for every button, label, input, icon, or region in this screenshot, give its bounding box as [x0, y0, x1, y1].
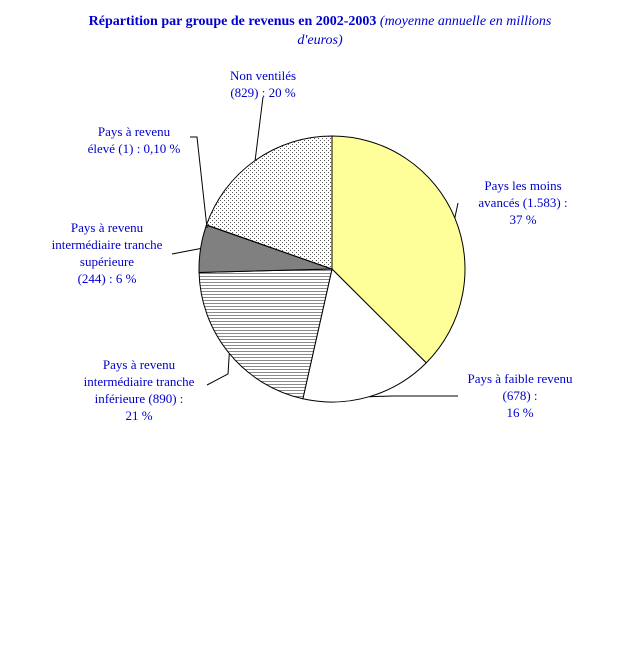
slice-label-line: intermédiaire tranche	[83, 374, 195, 389]
slice-label-non-ventiles	[208, 67, 318, 101]
slice-label-line: inférieure (890) :	[94, 391, 184, 406]
slice-label-revenu-eleve	[74, 123, 194, 157]
leader-line-6	[255, 97, 263, 161]
slice-label-line: Non ventilés	[229, 68, 297, 83]
slice-label-line: Pays à revenu	[70, 220, 144, 235]
leader-line-3	[207, 354, 229, 386]
slice-label-line: (829) : 20 %	[230, 85, 296, 100]
slice-label-line: Pays à revenu	[102, 357, 176, 372]
slice-label-line: (244) : 6 %	[77, 271, 137, 286]
leader-line-2	[369, 396, 458, 397]
chart-subtitle-line-1: (moyenne annuelle en millions	[379, 14, 552, 29]
leader-line-4	[172, 249, 201, 255]
slice-label-pays-faible-revenu	[455, 370, 585, 421]
slice-label-line: élevé (1) : 0,10 %	[87, 141, 181, 156]
slice-label-line: Pays les moins	[484, 178, 562, 193]
leader-line-1	[455, 203, 458, 218]
slice-label-intermediaire-inferieure	[74, 356, 204, 424]
slice-label-line: 21 %	[125, 408, 153, 423]
slice-label-line: (678) :	[502, 388, 538, 403]
slice-label-line: 16 %	[506, 405, 534, 420]
slice-label-line: supérieure	[79, 254, 135, 269]
slice-label-intermediaire-superieure	[42, 219, 172, 287]
slice-label-line: 37 %	[509, 212, 537, 227]
slice-label-line: intermédiaire tranche	[51, 237, 163, 252]
chart-subtitle-line-2: d'euros)	[297, 33, 343, 48]
slice-label-pays-moins-avances	[463, 177, 583, 228]
slice-label-line: avancés (1.583) :	[478, 195, 568, 210]
chart-title-main: Répartition par groupe de revenus en 2002-2003	[88, 14, 377, 29]
slice-label-line: Pays à revenu	[97, 124, 171, 139]
slice-label-line: Pays à faible revenu	[467, 371, 573, 386]
